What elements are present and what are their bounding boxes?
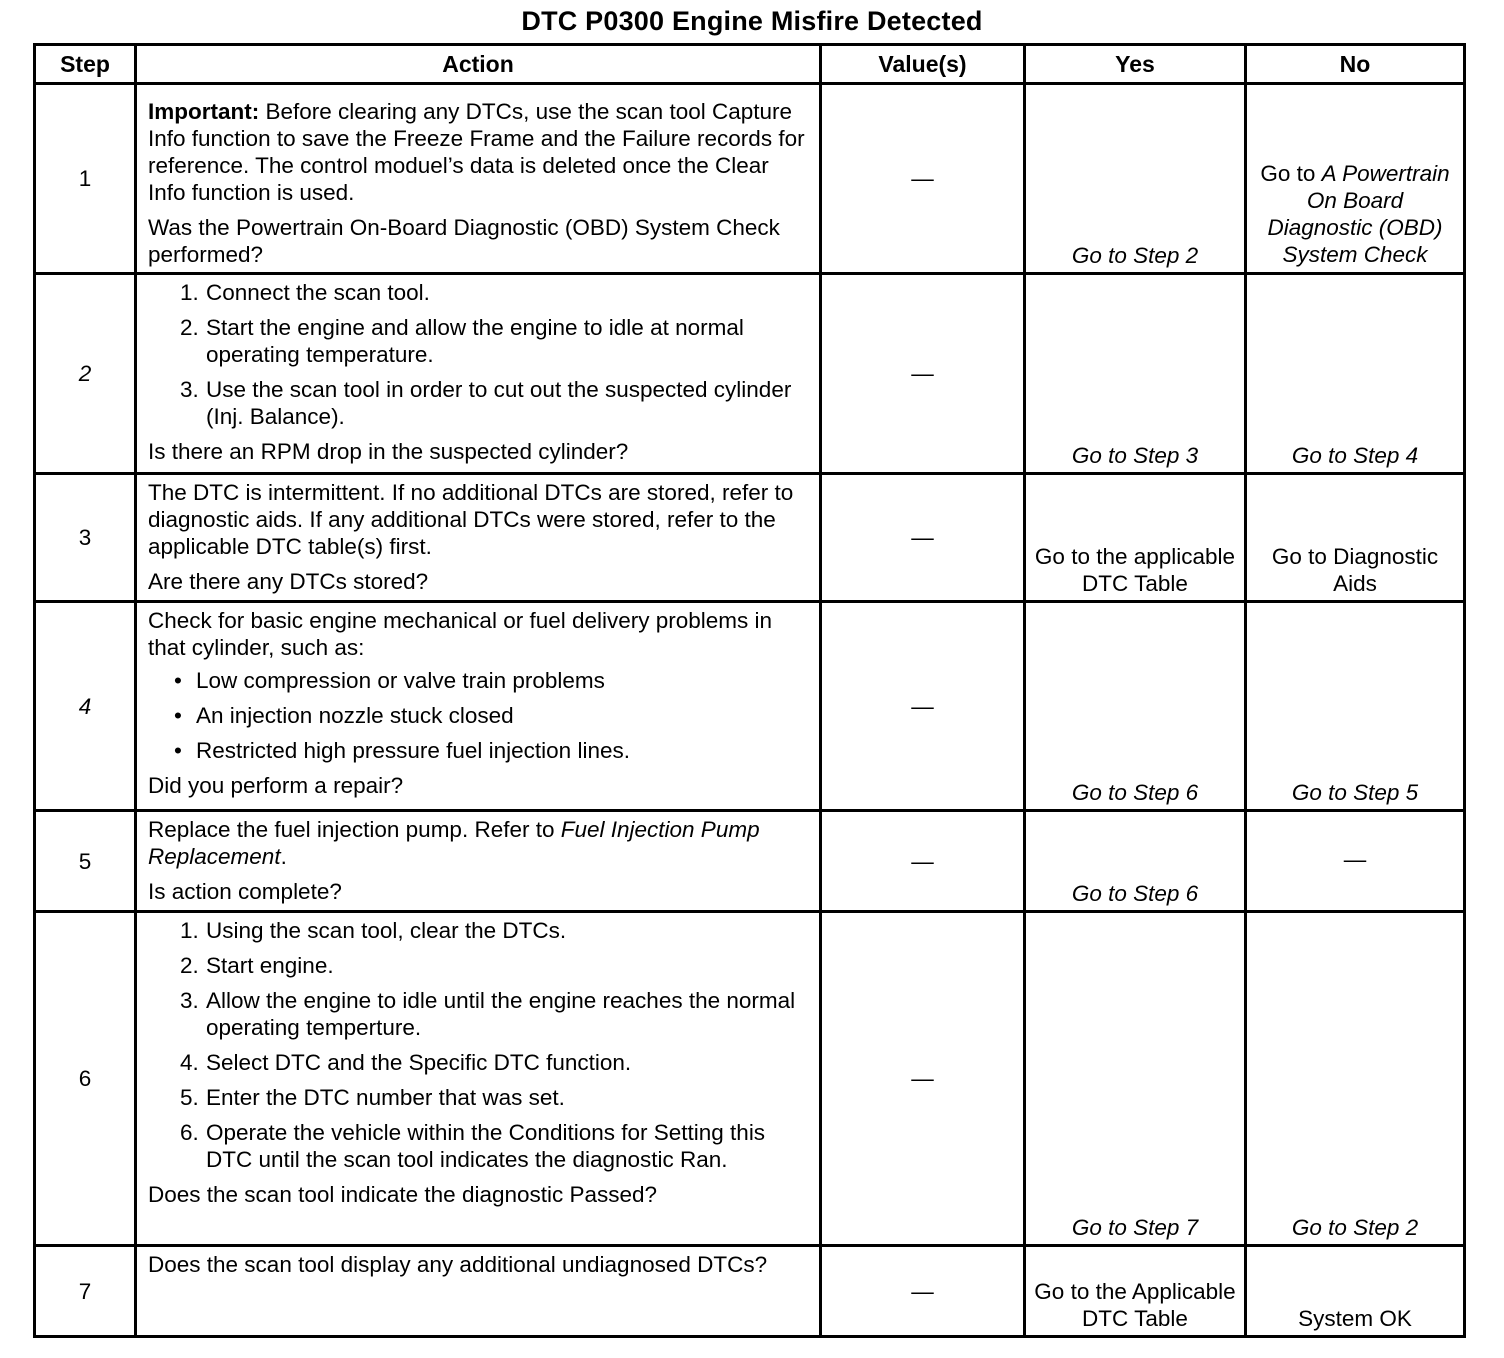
procedure-item: 5. Enter the DTC number that was set. [205,1084,809,1111]
header-action: Action [136,45,821,84]
condition-item: • Low compression or valve train problems [174,667,809,694]
step-question: Did you perform a repair? [148,773,404,798]
step-text: Check for basic engine mechanical or fuel delivery problems in that cylinder, such as: [148,608,773,660]
no-action-link: A Powertrain On Board Diagnostic (OBD) System Check [1267,161,1450,267]
no-action: Go to Step 4 [1246,274,1465,474]
value-cell: — [821,274,1025,474]
step-question: Was the Powertrain On-Board Diagnostic (OBD) System Check performed? [148,215,780,267]
value-cell: — [821,474,1025,602]
value-cell: — [821,811,1025,912]
table-row [35,274,1465,474]
header-value: Value(s) [821,45,1025,84]
step-number: 3 [35,474,136,602]
procedure-item: 3. Allow the engine to idle until the engine reaches the normal operating temperture. [205,987,809,1041]
procedure-item: 2. Start the engine and allow the engine to idle at normal operating temperature. [205,314,809,368]
yes-action: Go to Step 3 [1025,274,1246,474]
value-cell: — [821,602,1025,811]
yes-action: Go to Step 6 [1025,602,1246,811]
no-action: Go to Diagnostic Aids [1246,474,1465,602]
yes-action: Go to the Applicable DTC Table [1025,1246,1246,1337]
step-number: 2 [35,274,136,474]
table-row [35,84,1465,274]
important-note [148,98,809,206]
step-question: Does the scan tool indicate the diagnostic Passed? [148,1182,658,1207]
action-cell [136,84,821,274]
condition-item: • Restricted high pressure fuel injection lines. [174,737,809,764]
header-no: No [1246,45,1465,84]
yes-action: Go to Step 2 [1025,84,1246,274]
condition-item: • An injection nozzle stuck closed [174,702,809,729]
procedure-item: 6. Operate the vehicle within the Conditions for Setting this DTC until the scan tool indicates the diagnostic Ran. [205,1119,809,1173]
step-number: 5 [35,811,136,912]
no-action: — [1246,811,1465,912]
action-cell [136,1246,821,1337]
condition-list [148,667,809,764]
header-step: Step [35,45,136,84]
important-text: Before clearing any DTCs, use the scan tool Capture Info function to save the Freeze Frame and the Failure records for reference. The control moduel’s data is deleted once the Clear Info function is used. [148,99,805,205]
step-number: 4 [35,602,136,811]
action-cell [136,274,821,474]
procedure-item: 4. Select DTC and the Specific DTC function. [205,1049,809,1076]
action-cell [136,474,821,602]
table-row [35,1246,1465,1337]
no-action: System OK [1246,1246,1465,1337]
step-question: Is action complete? [148,879,342,904]
table-row [35,602,1465,811]
yes-action: Go to Step 7 [1025,912,1246,1246]
procedure-item: 1. Using the scan tool, clear the DTCs. [205,917,809,944]
action-cell [136,602,821,811]
procedure-reference: Fuel Injection Pump Replacement [148,817,760,869]
step-question: Are there any DTCs stored? [148,569,429,594]
action-cell [136,912,821,1246]
header-yes: Yes [1025,45,1246,84]
procedure-list [148,279,809,430]
no-action: Go to Step 2 [1246,912,1465,1246]
step-text: The DTC is intermittent. If no additional DTCs are stored, refer to diagnostic aids. If any additional DTCs were stored, refer to the applicable DTC table(s) first. [148,480,794,559]
step-question: Is there an RPM drop in the suspected cylinder? [148,439,629,464]
diagnostic-table [33,43,1466,1338]
yes-action: Go to Step 6 [1025,811,1246,912]
no-action [1246,84,1465,274]
step-number: 7 [35,1246,136,1337]
header-row [35,45,1465,84]
step-text-suffix: . [280,844,287,869]
procedure-item: 3. Use the scan tool in order to cut out the suspected cylinder (Inj. Balance). [205,376,809,430]
procedure-item: 2. Start engine. [205,952,809,979]
table-row [35,811,1465,912]
procedure-list [148,917,809,1173]
page-title: DTC P0300 Engine Misfire Detected [521,6,983,36]
step-text [148,816,809,870]
table-row [35,474,1465,602]
action-cell [136,811,821,912]
important-label: Important: [148,99,260,124]
value-cell: — [821,1246,1025,1337]
table-row [35,912,1465,1246]
value-cell: — [821,84,1025,274]
value-cell: — [821,912,1025,1246]
step-question: Does the scan tool display any additional undiagnosed DTCs? [148,1252,768,1277]
yes-action: Go to the applicable DTC Table [1025,474,1246,602]
procedure-item: 1. Connect the scan tool. [205,279,809,306]
no-action: Go to Step 5 [1246,602,1465,811]
step-number: 1 [35,84,136,274]
step-text-prefix: Replace the fuel injection pump. Refer to [148,817,561,842]
step-number: 6 [35,912,136,1246]
no-action-prefix: Go to [1260,161,1322,186]
